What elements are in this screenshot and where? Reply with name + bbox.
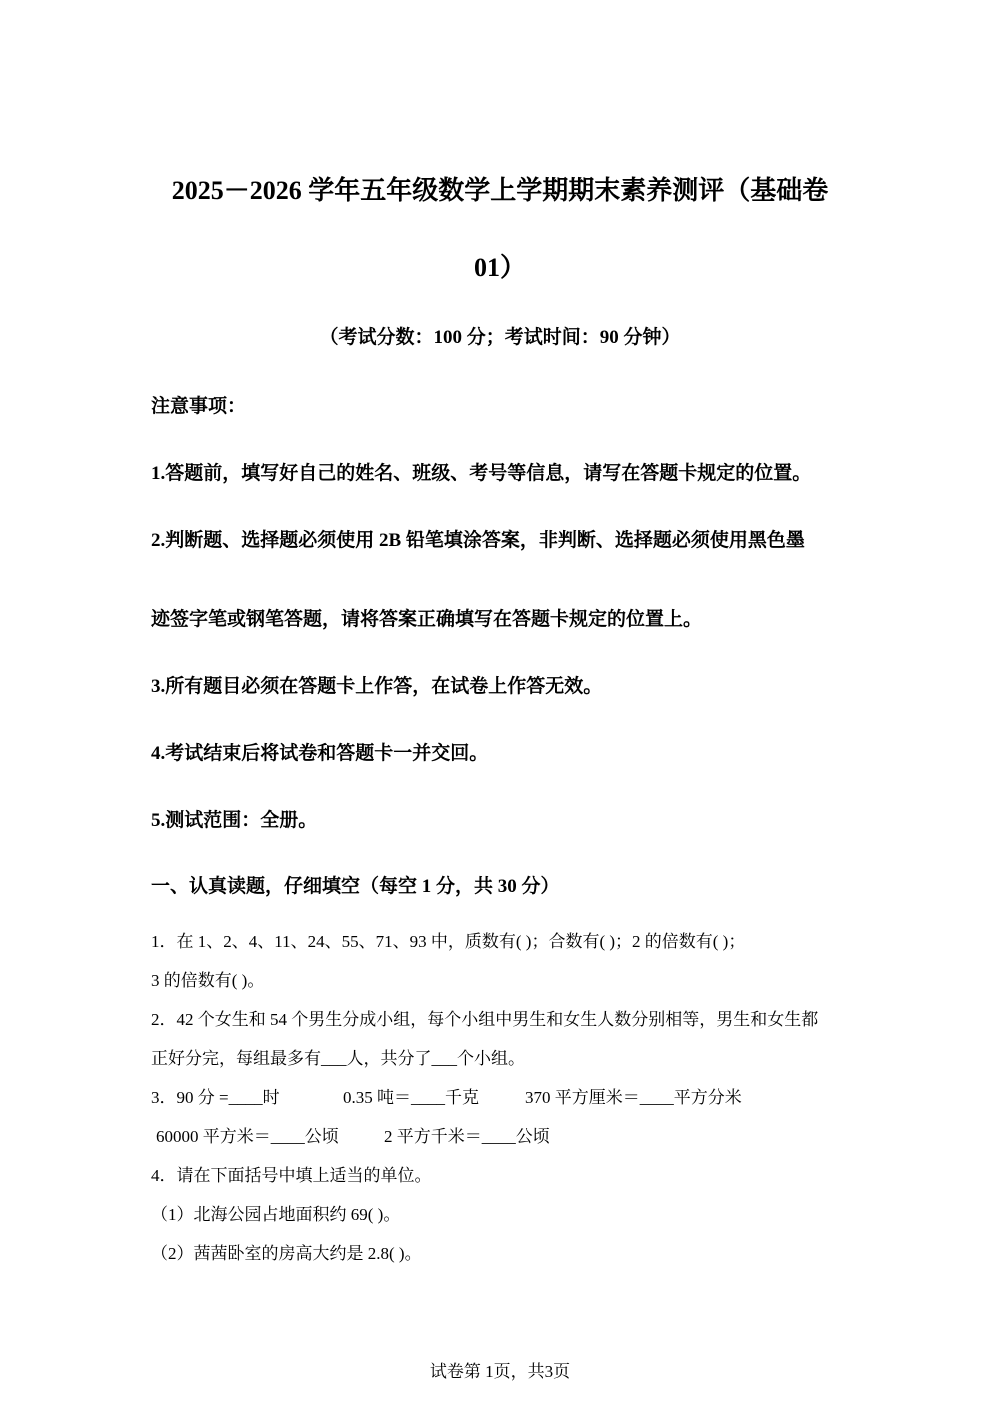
q4-sub2: （2）茜茜卧室的房高大约是 2.8( )。 <box>151 1244 422 1263</box>
q3-part2: 0.35 吨＝____千克 <box>343 1088 479 1107</box>
q1-line1: 1．在 1、2、4、11、24、55、71、93 中，质数有( )；合数有( )；2 的倍数有( )； <box>151 932 746 951</box>
q3-part4: 60000 平方米＝____公顷 <box>156 1127 339 1146</box>
notice-heading: 注意事项： <box>151 396 247 417</box>
q4-sub1: （1）北海公园占地面积约 69( )。 <box>151 1205 401 1224</box>
q1-line2: 3 的倍数有( )。 <box>151 971 265 990</box>
notice-item-2: 2.判断题、选择题必须使用 2B 铅笔填涂答案，非判断、选择题必须使用黑色墨 <box>151 530 805 551</box>
q3-part1: 3．90 分 =____时 <box>151 1088 280 1107</box>
q4-stem: 4．请在下面括号中填上适当的单位。 <box>151 1166 432 1185</box>
exam-title-line1: 2025－2026 学年五年级数学上学期期末素养测评（基础卷 <box>171 176 829 205</box>
q2-line2: 正好分完，每组最多有___人，共分了___个小组。 <box>151 1049 525 1068</box>
notice-item-4: 4.考试结束后将试卷和答题卡一并交回。 <box>151 743 489 764</box>
section1-heading: 一、认真读题，仔细填空（每空 1 分，共 30 分） <box>151 876 560 897</box>
exam-info: （考试分数：100 分；考试时间：90 分钟） <box>319 327 681 348</box>
exam-title-line2: 01） <box>473 253 526 282</box>
notice-item-3: 3.所有题目必须在答题卡上作答，在试卷上作答无效。 <box>151 676 603 697</box>
notice-item-2-cont: 迹签字笔或钢笔答题，请将答案正确填写在答题卡规定的位置上。 <box>151 609 703 630</box>
q3-part3: 370 平方厘米＝____平方分米 <box>525 1088 742 1107</box>
notice-item-5: 5.测试范围：全册。 <box>151 810 318 831</box>
page-footer: 试卷第 1页，共3页 <box>429 1362 571 1381</box>
q3-part5: 2 平方千米＝____公顷 <box>384 1127 550 1146</box>
notice-item-1: 1.答题前，填写好自己的姓名、班级、考号等信息，请写在答题卡规定的位置。 <box>151 463 812 484</box>
q2-line1: 2．42 个女生和 54 个男生分成小组，每个小组中男生和女生人数分别相等，男生和女生都 <box>151 1010 819 1029</box>
